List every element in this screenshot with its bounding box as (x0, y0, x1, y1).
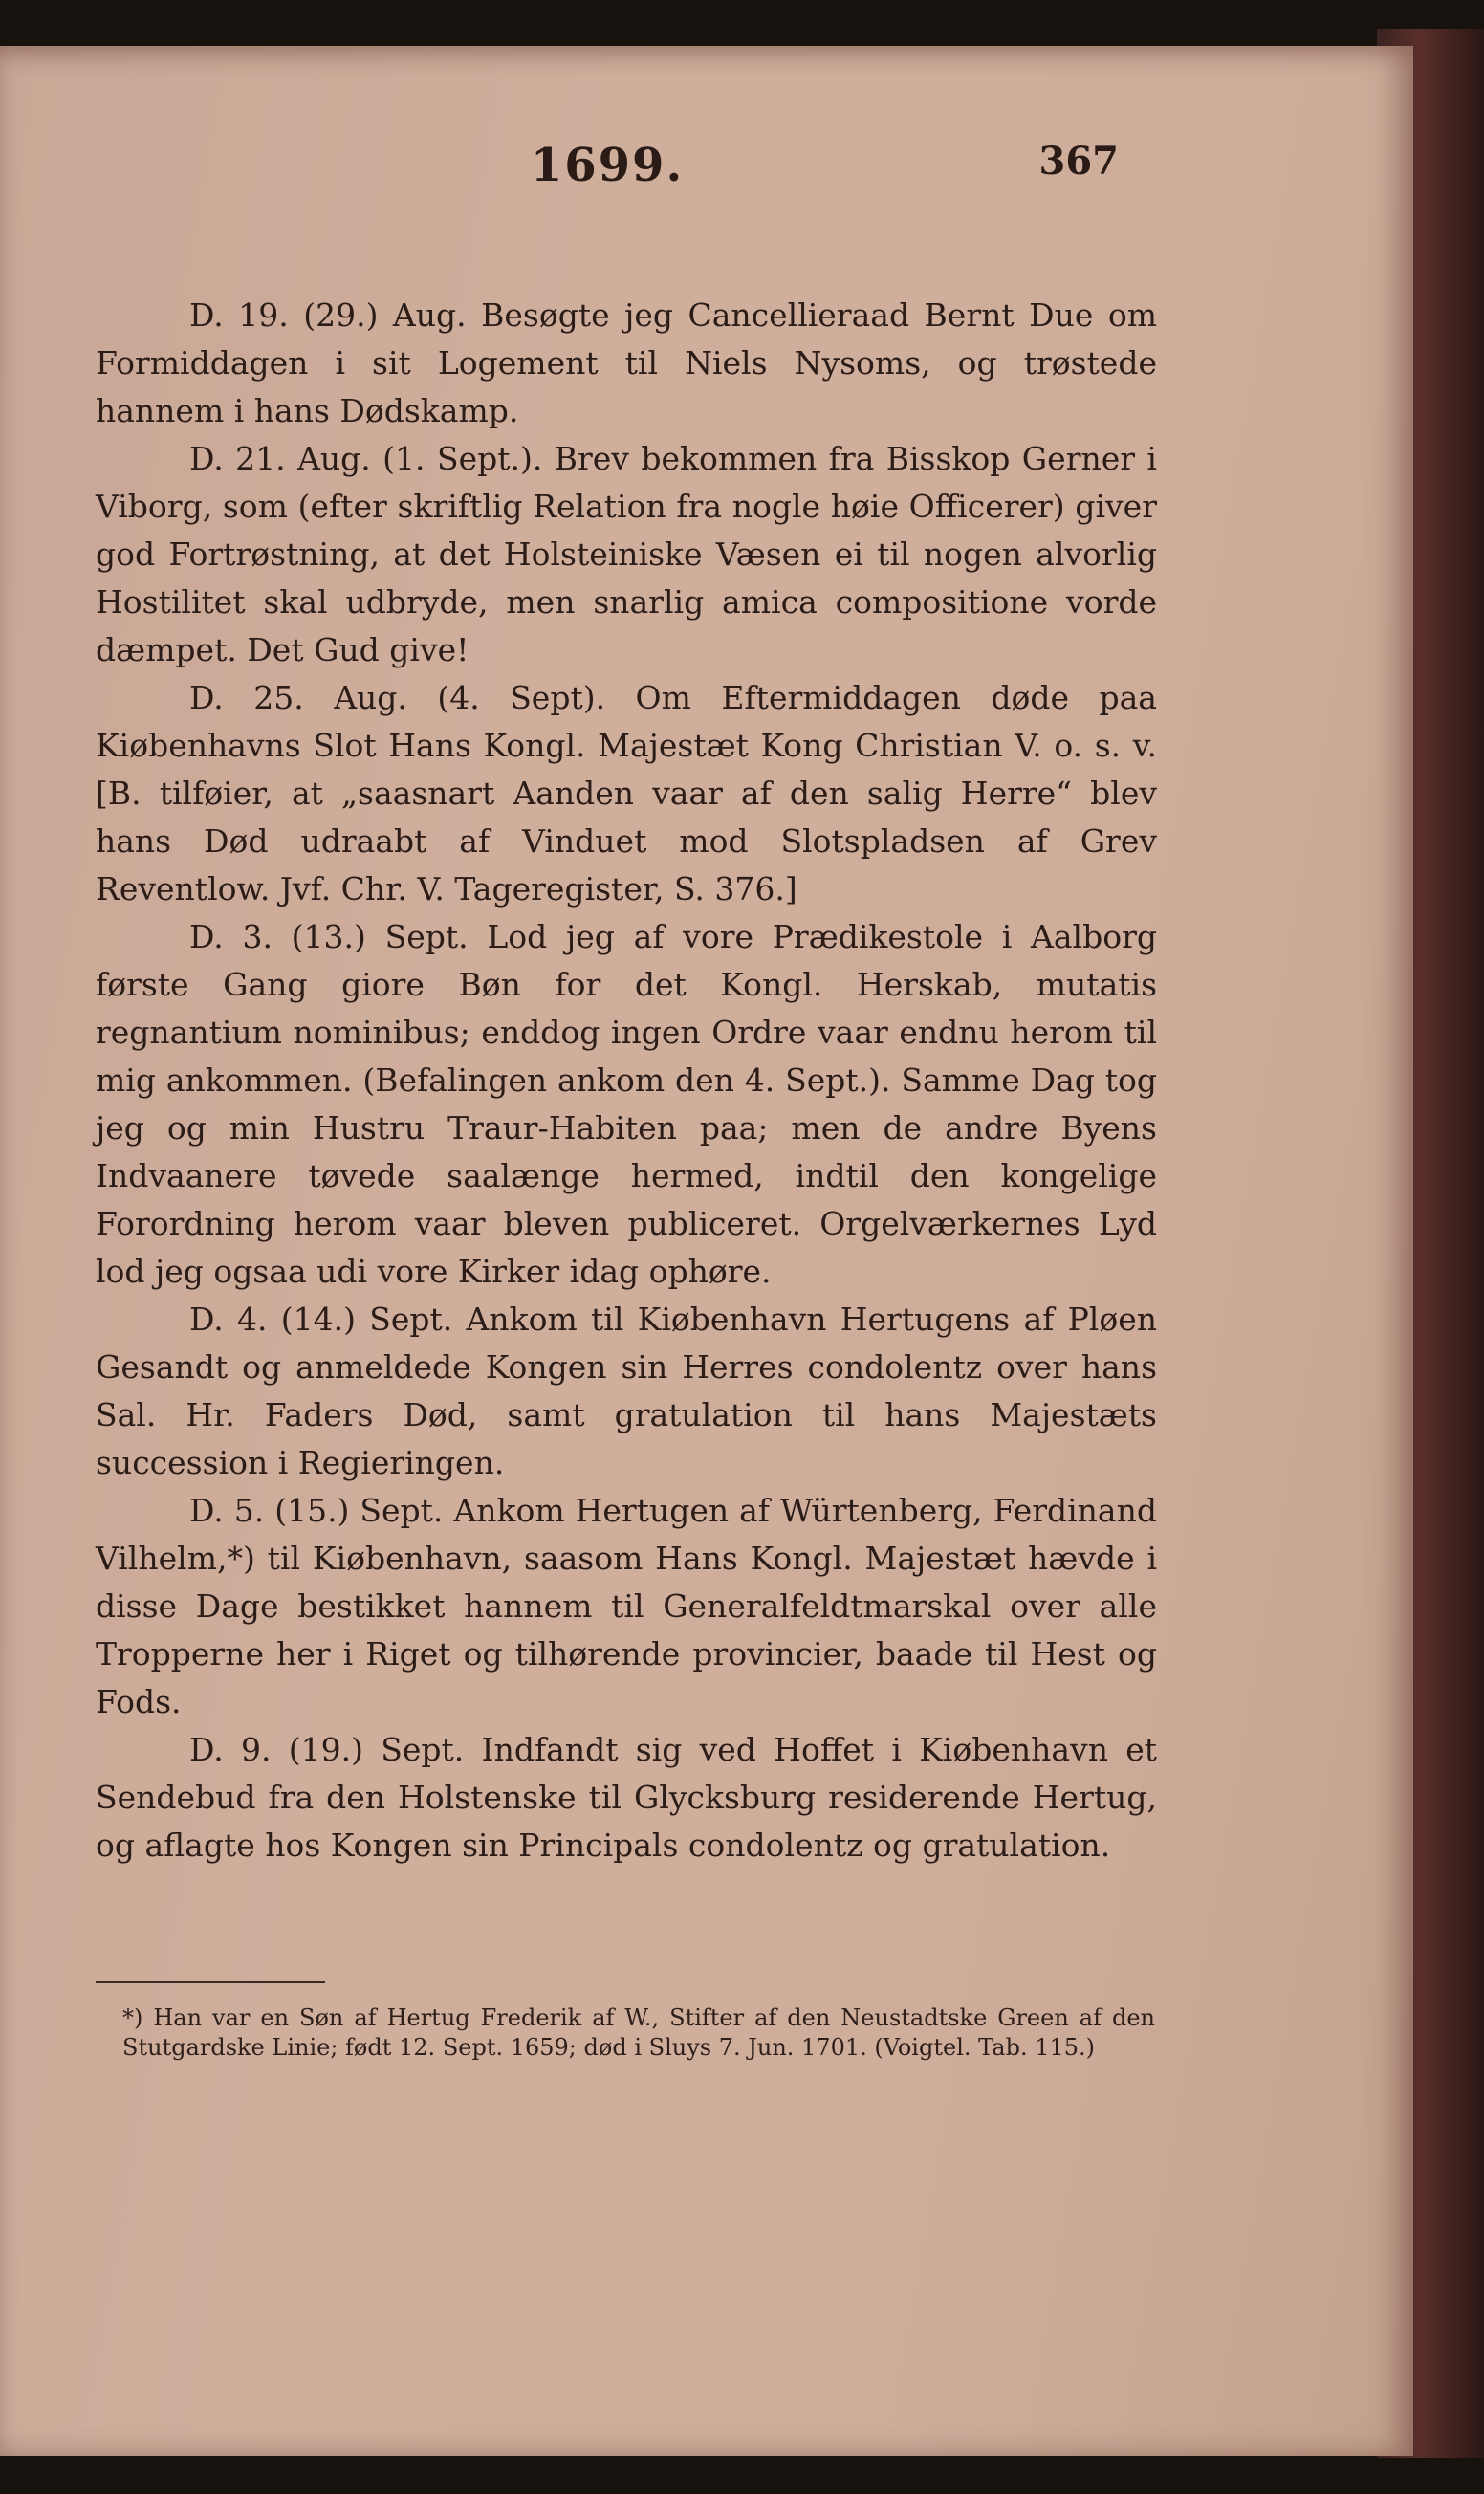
page-number: 367 (1038, 139, 1119, 184)
footnote: *) Han var en Søn af Hertug Frederik af W., Stifter af den Neustadtske Green af den Stutgardske Linie; født 12. Sept. 1659; død i Sluys 7. Jun. 1701. (Voigtel. Tab. 115.) (122, 2004, 1155, 2061)
page-header (96, 139, 1119, 215)
diary-entry: D. 3. (13.) Sept. Lod jeg af vore Prædikestole i Aalborg første Gang giore Bøn for det Kongl. Herskab, mutatis regnantium nominibus; enddog ingen Ordre vaar endnu herom til mig ankommen. (Befalingen ankom den 4. Sept.). Samme Dag tog jeg og min Hustru Traur-Habiten paa; men de andre Byens Indvaanere tøvede saalænge hermed, indtil den kongelige Forordning herom vaar bleven publiceret. Orgelværkernes Lyd lod jeg ogsaa udi vore Kirker idag ophøre. (96, 918, 1157, 1290)
diary-entry: D. 25. Aug. (4. Sept). Om Eftermiddagen døde paa Kiøbenhavns Slot Hans Kongl. Majestæt Kong Christian V. o. s. v. [B. tilføier, at „saasnart Aanden vaar af den salig Herre“ blev hans Død udraabt af Vinduet mod Slotspladsen af Grev Reventlow. Jvf. Chr. V. Tageregister, S. 376.] (96, 679, 1157, 908)
running-head-year: 1699. (530, 139, 685, 192)
diary-entry: D. 4. (14.) Sept. Ankom til Kiøbenhavn Hertugens af Pløen Gesandt og anmeldede Kongen sin Herres condolentz over hans Sal. Hr. Faders Død, samt gratulation til hans Majestæts succession i Regieringen. (96, 1301, 1157, 1481)
diary-entry: D. 5. (15.) Sept. Ankom Hertugen af Würtenberg, Ferdinand Vilhelm,*) til Kiøbenhavn, saasom Hans Kongl. Majestæt hævde i disse Dage bestikket hannem til Generalfeldtmarskal over alle Tropperne her i Riget og tilhørende provincier, baade til Hest og Fods. (96, 1492, 1157, 1720)
diary-entry: D. 21. Aug. (1. Sept.). Brev bekommen fra Bisskop Gerner i Viborg, som (efter skriftlig Relation fra nogle høie Officerer) giver god Fortrøstning, at det Holsteiniske Væsen ei til nogen alvorlig Hostilitet skal udbryde, men snarlig amica compositione vorde dæmpet. Det Gud give! (96, 440, 1157, 668)
diary-entry: D. 19. (29.) Aug. Besøgte jeg Cancellieraad Bernt Due om Formiddagen i sit Logement til Niels Nysoms, og trøstede hannem i hans Dødskamp. (96, 296, 1157, 429)
footnote-divider (96, 1981, 325, 1983)
diary-entry: D. 9. (19.) Sept. Indfandt sig ved Hoffet i Kiøbenhavn et Sendebud fra den Holstenske til Glycksburg residerende Hertug, og aflagte hos Kongen sin Principals condolentz og gratulation. (96, 1731, 1157, 1864)
diary-text (96, 292, 1157, 1870)
